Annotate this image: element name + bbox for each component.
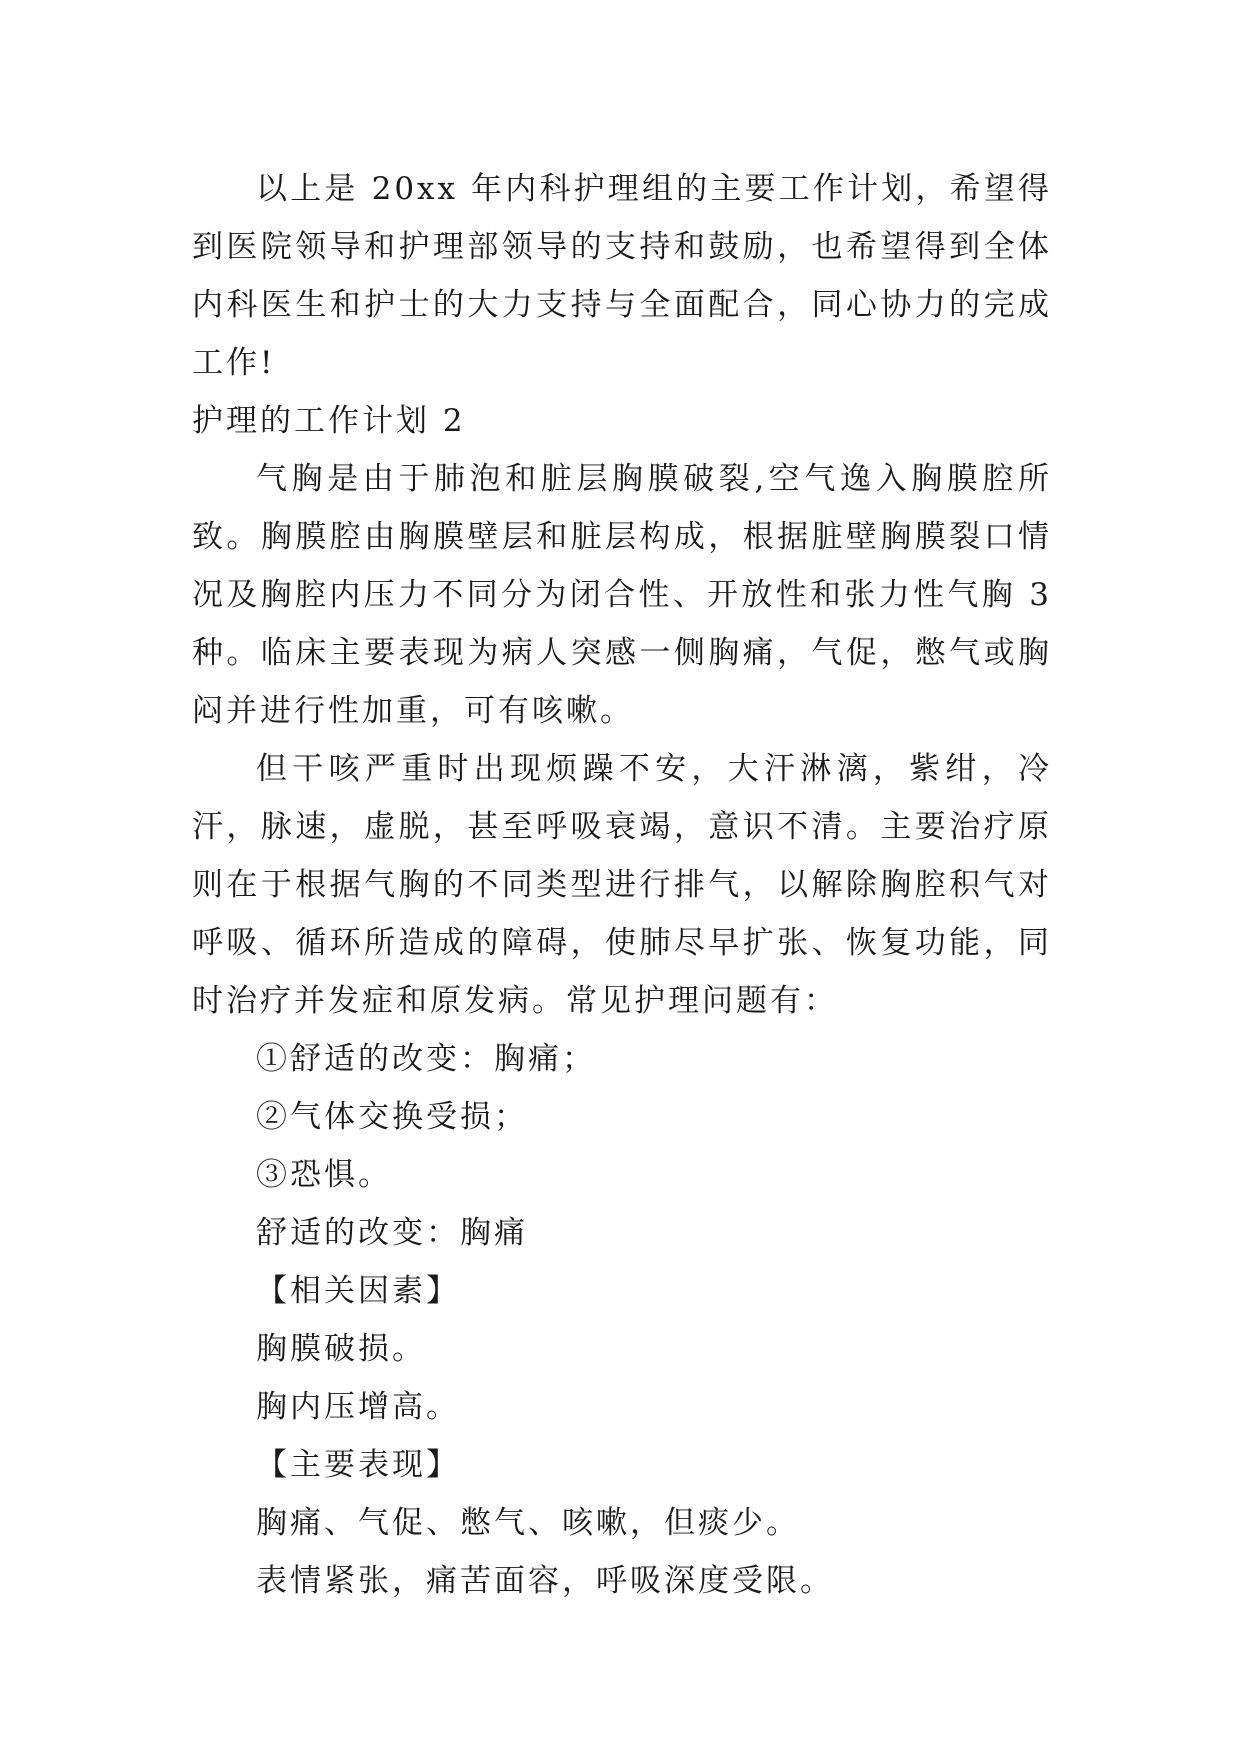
document-body	[192, 160, 1052, 1610]
nursing-problem-item: ③恐惧。	[256, 1157, 392, 1193]
manifestation-item: 表情紧张，痛苦面容，呼吸深度受限。	[256, 1563, 834, 1599]
section-title: 护理的工作计划 2	[192, 403, 466, 439]
related-factor-item: 胸膜破损。	[256, 1331, 426, 1367]
symptoms-treatment-paragraph: 但干咳严重时出现烦躁不安，大汗淋漓，紫绀，冷汗，脉速，虚脱，甚至呼吸衰竭，意识不清。主要治疗原则在于根据气胸的不同类型进行排气，以解除胸腔积气对呼吸、循环所造成的障碍，使肺尽早扩张、恢复功能，同时治疗并发症和原发病。常见护理问题有：	[192, 751, 1052, 1019]
nursing-problem-item: ②气体交换受损；	[256, 1099, 528, 1135]
main-manifestations-heading: 【主要表现】	[256, 1447, 460, 1483]
nursing-problem-item: ①舒适的改变：胸痛；	[256, 1041, 596, 1077]
manifestation-item: 胸痛、气促、憋气、咳嗽，但痰少。	[256, 1505, 800, 1541]
subsection-title: 舒适的改变：胸痛	[256, 1215, 528, 1251]
related-factor-item: 胸内压增高。	[256, 1389, 460, 1425]
pneumothorax-intro-paragraph: 气胸是由于肺泡和脏层胸膜破裂,空气逸入胸膜腔所致。胸膜腔由胸膜壁层和脏层构成，根据脏壁胸膜裂口情况及胸腔内压力不同分为闭合性、开放性和张力性气胸 3 种。临床主要表现为病人突感一侧胸痛，气促，憋气或胸闷并进行性加重，可有咳嗽。	[192, 461, 1052, 729]
related-factors-heading: 【相关因素】	[256, 1273, 460, 1309]
conclusion-paragraph: 以上是 20xx 年内科护理组的主要工作计划，希望得到医院领导和护理部领导的支持和鼓励，也希望得到全体内科医生和护士的大力支持与全面配合，同心协力的完成工作!	[192, 171, 1052, 381]
